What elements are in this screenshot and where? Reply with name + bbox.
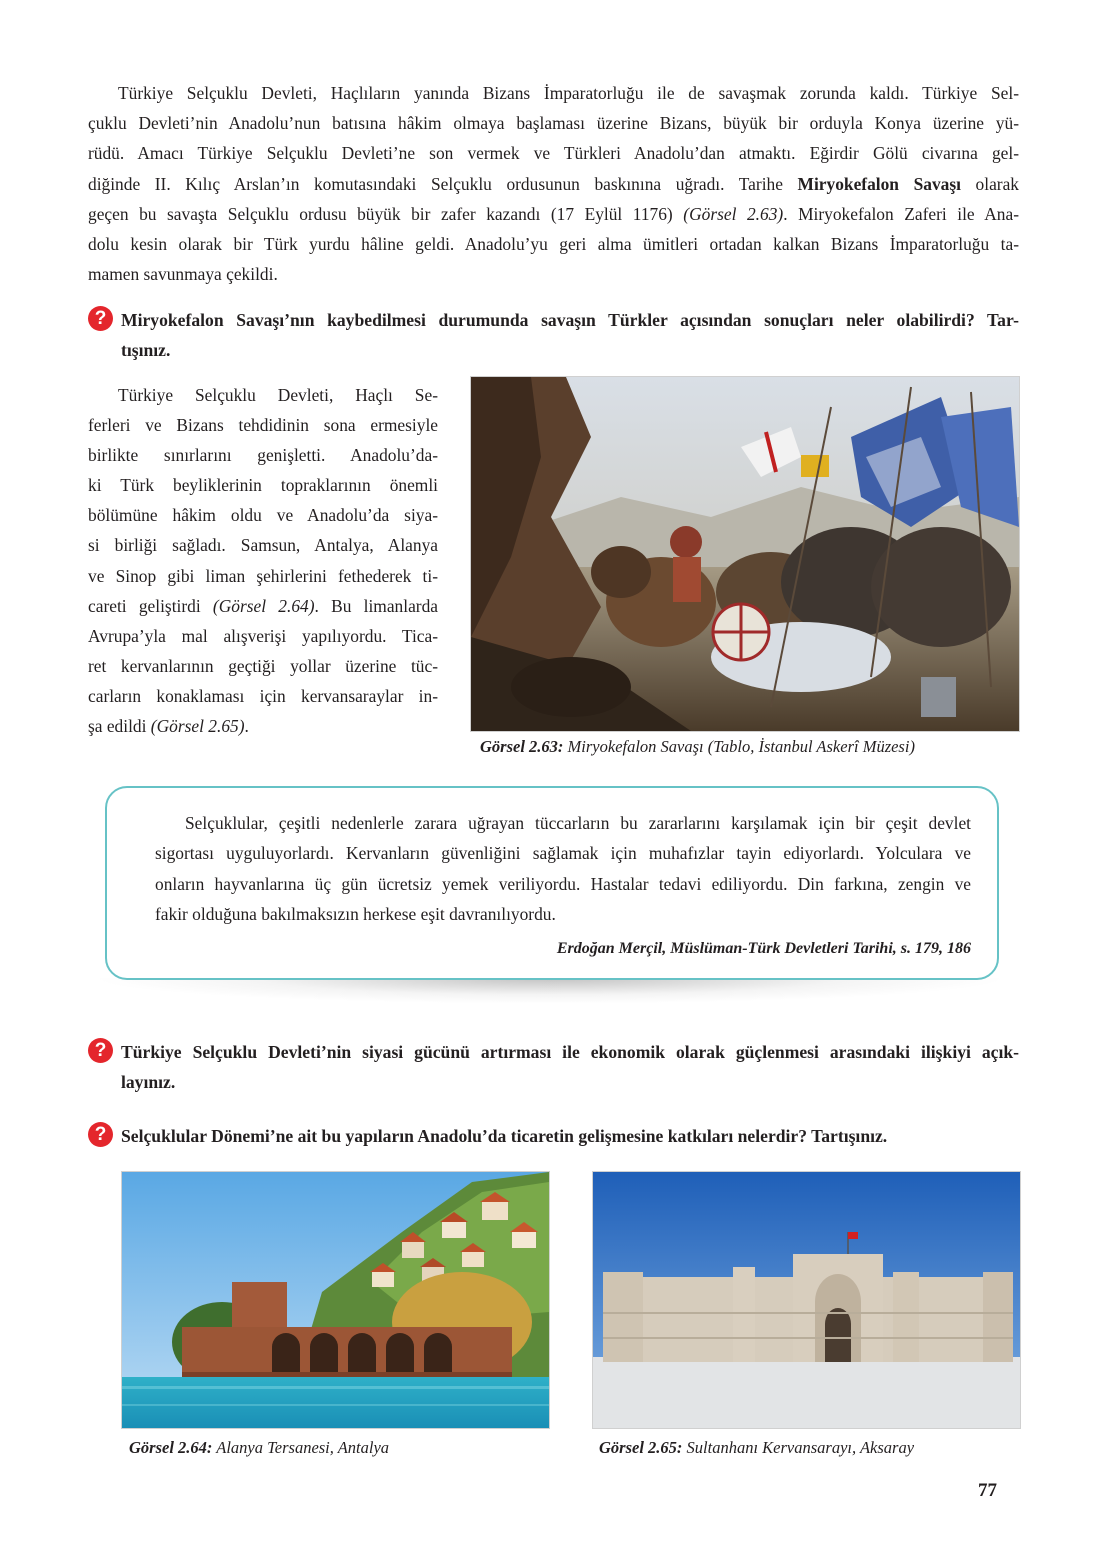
question-text: Selçuklular Dönemi’ne ait bu yapıların Anadolu’da ticaretin gelişmesine katkıları nelerdir? Tartışınız.: [121, 1126, 888, 1146]
text-line: ret kervanlarının geçtiği yollar üzerine tüc-: [88, 655, 438, 676]
text-line: Selçuklular, çeşitli nedenlerle zarara uğrayan tüccarların bu zararlarını karşılamak için bir çeşit devlet: [185, 813, 971, 833]
quote-box: [105, 786, 999, 980]
text-line: ki Türk beyliklerinin topraklarının önemli: [88, 475, 438, 496]
figure-caption-265: Görsel 2.65: Sultanhanı Kervansarayı, Aksaray: [599, 1438, 915, 1457]
text-line: careti geliştirdi (Görsel 2.64). Bu limanlarda: [88, 595, 438, 616]
term-miryokefalon: Miryokefalon Savaşı: [797, 173, 961, 194]
discussion-question-3: [88, 1121, 1028, 1153]
text-line: şa edildi (Görsel 2.65).: [88, 716, 249, 737]
text-line: sigortası uyguluyorlardı. Kervanların güvenliğini sağlamak için muhafızlar tayin ediyorlardı. Yolculara ve: [155, 843, 971, 864]
text-line: fakir olduğuna bakılmaksızın herkese eşit davranılıyordu.: [155, 904, 556, 925]
text-line: mamen savunmaya çekildi.: [88, 264, 278, 285]
text-line: Türkiye Selçuklu Devleti, Haçlıların yanında Bizans İmparatorluğu ile de savaşmak zorunda kaldı. Türkiye Sel-: [118, 83, 1019, 103]
quote-box-shadow: [90, 978, 1010, 1004]
text-line: carların konaklaması için kervansaraylar in-: [88, 685, 438, 706]
quote-text: [155, 808, 971, 930]
discussion-question-2: [88, 1037, 1028, 1099]
alanya-shipyard-image: [121, 1171, 550, 1429]
figure-ref: (Görsel 2.64): [212, 595, 315, 616]
figure-caption-264: Görsel 2.64: Alanya Tersanesi, Antalya: [129, 1438, 390, 1457]
text-line: si birliği sağladı. Samsun, Antalya, Alanya: [88, 535, 438, 556]
text-line: geçen bu savaşta Selçuklu ordusu büyük bir zafer kazandı (17 Eylül 1176) (Görsel 2.63). Miryokefalon Zaferi ile Ana-: [88, 203, 1019, 224]
paragraph-expansion: [88, 380, 438, 741]
figure-label: Görsel 2.64:: [129, 1438, 213, 1457]
question-text: Miryokefalon Savaşı’nın kaybedilmesi durumunda savaşın Türkler açısından sonuçları neler olabilirdi? Tar-: [121, 310, 1019, 330]
sultanhani-caravanserai-image: [592, 1171, 1021, 1429]
text-line: dolu kesin olarak bir Türk yurdu hâline geldi. Anadolu’yu geri alma ümitleri ortadan kalkan Bizans İmparatorluğu ta-: [88, 234, 1019, 255]
text-line: diğinde II. Kılıç Arslan’ın komutasındaki Selçuklu ordusunun baskınına uğradı. Tarihe Miryokefalon Savaşı olarak: [88, 173, 1019, 194]
battle-painting-image: [470, 376, 1020, 732]
question-mark-icon: ?: [88, 1122, 113, 1147]
figure-label: Görsel 2.65:: [599, 1438, 683, 1457]
text-line: birlikte sınırlarını genişletti. Anadolu’da-: [88, 445, 438, 466]
figure-label: Görsel 2.63:: [480, 737, 564, 756]
text-line: ferleri ve Bizans tehdidinin sona ermesiyle: [88, 415, 438, 436]
question-text: layınız.: [121, 1072, 176, 1092]
paragraph-miryokefalon: [88, 78, 1019, 289]
question-text: tışınız.: [121, 340, 171, 360]
question-mark-icon: ?: [88, 306, 113, 331]
discussion-question-1: [88, 305, 1028, 367]
text-line: Türkiye Selçuklu Devleti, Haçlı Se-: [118, 385, 438, 405]
figure-ref: (Görsel 2.65): [150, 716, 245, 737]
text-line: onların hayvanlarına üç gün ücretsiz yemek veriliyordu. Hastalar tedavi ediliyordu. Din farkına, zengin ve: [155, 873, 971, 894]
text-line: çuklu Devleti’nin Anadolu’nun batısına hâkim olmaya başlaması üzerine Bizans, büyük bir orduyla Konya üzerine yü-: [88, 113, 1019, 134]
figure-ref: (Görsel 2.63): [683, 203, 784, 224]
text-line: rüdü. Amacı Türkiye Selçuklu Devleti’ne son vermek ve Türkleri Anadolu’dan atmaktı. Eğirdir Gölü civarına gel-: [88, 143, 1019, 164]
page-number: 77: [978, 1480, 997, 1501]
question-text: Türkiye Selçuklu Devleti’nin siyasi gücünü artırması ile ekonomik olarak güçlenmesi arasındaki ilişkiyi açık-: [121, 1042, 1019, 1062]
quote-source: Erdoğan Merçil, Müslüman-Türk Devletleri Tarihi, s. 179, 186: [556, 940, 971, 957]
text-line: ve Sinop gibi liman şehirlerini fethederek ti-: [88, 565, 438, 586]
text-line: Avrupa’yla mal alışverişi yapılıyordu. Tica-: [88, 625, 438, 646]
question-mark-icon: ?: [88, 1038, 113, 1063]
text-line: bölümüne hâkim oldu ve Anadolu’da siya-: [88, 505, 438, 526]
figure-caption-263: Görsel 2.63: Miryokefalon Savaşı (Tablo, İstanbul Askerî Müzesi): [480, 737, 915, 756]
